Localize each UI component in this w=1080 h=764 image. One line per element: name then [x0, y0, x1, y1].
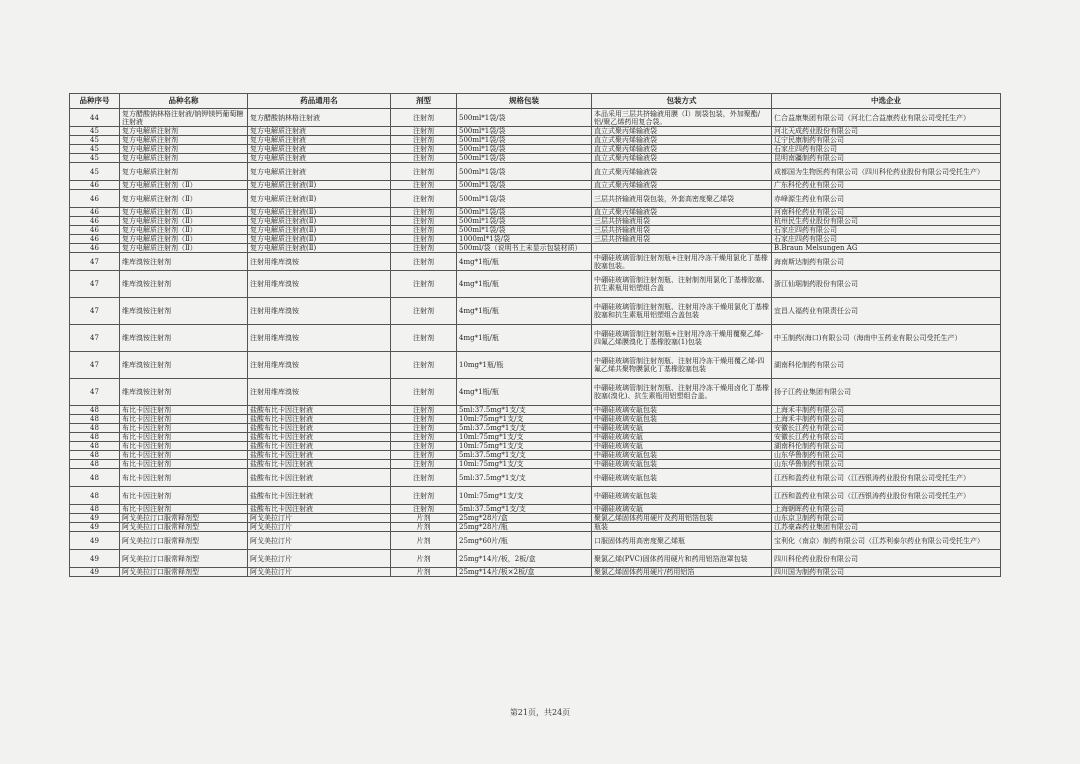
table-body: [70, 109, 1001, 577]
cell-serial: 49: [70, 523, 120, 532]
cell-packaging: 瓶装: [592, 523, 772, 532]
cell-dosage-form: 注射剂: [391, 451, 457, 460]
cell-variety-name: 维库溴铵注射剂: [120, 325, 248, 352]
cell-company: 山东华鲁制药有限公司: [772, 451, 1001, 460]
cell-company: 昆明南疆制药有限公司: [772, 154, 1001, 163]
cell-dosage-form: 片剂: [391, 568, 457, 577]
table-row: [70, 469, 1001, 487]
cell-variety-name: 布比卡因注射剂: [120, 469, 248, 487]
cell-dosage-form: 注射剂: [391, 460, 457, 469]
cell-variety-name: 维库溴铵注射剂: [120, 352, 248, 379]
table-row: [70, 181, 1001, 190]
cell-dosage-form: 注射剂: [391, 325, 457, 352]
cell-variety-name: 维库溴铵注射剂: [120, 379, 248, 406]
cell-spec: 5ml:37.5mg*1支/支: [457, 424, 592, 433]
cell-serial: 47: [70, 352, 120, 379]
cell-serial: 48: [70, 469, 120, 487]
cell-generic-name: 复方电解质注射液(Ⅱ): [248, 235, 391, 244]
table-row: [70, 235, 1001, 244]
cell-company: 仁合益康集团有限公司（河北仁合益康药业有限公司受托生产）: [772, 109, 1001, 127]
cell-company: 上海禾丰制药有限公司: [772, 406, 1001, 415]
cell-variety-name: 复方电解质注射剂（Ⅱ）: [120, 190, 248, 208]
cell-dosage-form: 注射剂: [391, 298, 457, 325]
cell-packaging: 三层共挤输液用袋包装，外套高密度聚乙烯袋: [592, 190, 772, 208]
table-row: [70, 145, 1001, 154]
table-row: [70, 424, 1001, 433]
cell-company: 宝利化（南京）制药有限公司（江苏利泰尔药业有限公司受托生产）: [772, 532, 1001, 550]
cell-variety-name: 布比卡因注射剂: [120, 505, 248, 514]
cell-variety-name: 阿戈美拉汀口服常释剂型: [120, 514, 248, 523]
cell-generic-name: 阿戈美拉汀片: [248, 514, 391, 523]
cell-generic-name: 复方电解质注射液(Ⅱ): [248, 244, 391, 253]
cell-company: 山东京卫制药有限公司: [772, 514, 1001, 523]
cell-serial: 48: [70, 433, 120, 442]
cell-packaging: 聚氯乙烯(PVC)固体药用硬片和药用铝箔泡罩包装: [592, 550, 772, 568]
cell-serial: 45: [70, 154, 120, 163]
cell-variety-name: 维库溴铵注射剂: [120, 253, 248, 271]
cell-generic-name: 复方电解质注射液(Ⅱ): [248, 226, 391, 235]
cell-generic-name: 复方电解质注射液(Ⅱ): [248, 190, 391, 208]
cell-generic-name: 盐酸布比卡因注射液: [248, 451, 391, 460]
table-row: [70, 487, 1001, 505]
cell-packaging: 直立式聚丙烯输液袋: [592, 163, 772, 181]
cell-dosage-form: 片剂: [391, 550, 457, 568]
cell-variety-name: 阿戈美拉汀口服常释剂型: [120, 523, 248, 532]
cell-variety-name: 复方电解质注射剂: [120, 145, 248, 154]
table-row: [70, 379, 1001, 406]
cell-generic-name: 盐酸布比卡因注射液: [248, 415, 391, 424]
cell-company: 广东科伦药业有限公司: [772, 181, 1001, 190]
cell-packaging: 直立式聚丙烯输液袋: [592, 208, 772, 217]
cell-serial: 48: [70, 505, 120, 514]
cell-dosage-form: 片剂: [391, 523, 457, 532]
table-row: [70, 136, 1001, 145]
table-row: [70, 550, 1001, 568]
cell-generic-name: 注射用维库溴铵: [248, 325, 391, 352]
cell-generic-name: 复方电解质注射液(Ⅱ): [248, 181, 391, 190]
cell-generic-name: 注射用维库溴铵: [248, 379, 391, 406]
cell-spec: 500ml/袋（说明书上未显示包装材质）: [457, 244, 592, 253]
cell-variety-name: 复方电解质注射剂: [120, 127, 248, 136]
cell-serial: 46: [70, 235, 120, 244]
cell-serial: 48: [70, 460, 120, 469]
cell-company: 中玉制药(海口)有限公司（海南中玉药业有限公司受托生产）: [772, 325, 1001, 352]
cell-variety-name: 阿戈美拉汀口服常释剂型: [120, 550, 248, 568]
cell-dosage-form: 注射剂: [391, 181, 457, 190]
cell-generic-name: 复方电解质注射液(Ⅱ): [248, 208, 391, 217]
cell-dosage-form: 注射剂: [391, 244, 457, 253]
header-serial: 品种序号: [70, 94, 120, 109]
cell-generic-name: 盐酸布比卡因注射液: [248, 433, 391, 442]
cell-company: 安徽长江药业有限公司: [772, 433, 1001, 442]
cell-variety-name: 布比卡因注射剂: [120, 451, 248, 460]
table-row: [70, 226, 1001, 235]
cell-dosage-form: 注射剂: [391, 253, 457, 271]
table-row: [70, 253, 1001, 271]
cell-spec: 500ml*1袋/袋: [457, 226, 592, 235]
cell-dosage-form: 注射剂: [391, 226, 457, 235]
cell-generic-name: 复方醋酸钠林格注射液: [248, 109, 391, 127]
cell-serial: 45: [70, 145, 120, 154]
cell-packaging: 三层共挤输液用袋: [592, 235, 772, 244]
cell-variety-name: 复方电解质注射剂（Ⅱ）: [120, 235, 248, 244]
cell-variety-name: 布比卡因注射剂: [120, 424, 248, 433]
cell-company: 四川国为制药有限公司: [772, 568, 1001, 577]
header-generic-name: 药品通用名: [248, 94, 391, 109]
cell-spec: 10ml:75mg*1支/支: [457, 415, 592, 424]
table-row: [70, 190, 1001, 208]
drug-table: [69, 93, 1001, 577]
cell-dosage-form: 注射剂: [391, 271, 457, 298]
cell-variety-name: 复方电解质注射剂（Ⅱ）: [120, 208, 248, 217]
table-row: [70, 433, 1001, 442]
table-row: [70, 127, 1001, 136]
cell-variety-name: 布比卡因注射剂: [120, 415, 248, 424]
cell-generic-name: 盐酸布比卡因注射液: [248, 406, 391, 415]
cell-generic-name: 复方电解质注射液: [248, 136, 391, 145]
table-row: [70, 523, 1001, 532]
cell-spec: 500ml*1袋/袋: [457, 208, 592, 217]
cell-serial: 46: [70, 244, 120, 253]
table-row: [70, 109, 1001, 127]
cell-generic-name: 复方电解质注射液: [248, 127, 391, 136]
cell-dosage-form: 注射剂: [391, 415, 457, 424]
cell-spec: 25mg*28片/瓶: [457, 523, 592, 532]
cell-dosage-form: 注射剂: [391, 109, 457, 127]
cell-dosage-form: 注射剂: [391, 352, 457, 379]
cell-spec: 5ml:37.5mg*1支/支: [457, 505, 592, 514]
cell-company: 浙江仙琚制药股份有限公司: [772, 271, 1001, 298]
cell-spec: 25mg*14片/板×2板/盒: [457, 568, 592, 577]
cell-variety-name: 复方电解质注射剂: [120, 163, 248, 181]
table-row: [70, 271, 1001, 298]
cell-variety-name: 布比卡因注射剂: [120, 487, 248, 505]
cell-company: 河南科伦药业有限公司: [772, 208, 1001, 217]
cell-spec: 500ml*1袋/袋: [457, 190, 592, 208]
cell-spec: 10mg*1瓶/瓶: [457, 352, 592, 379]
cell-packaging: 聚氯乙烯固体药用硬片及药用铝箔包装: [592, 514, 772, 523]
cell-serial: 46: [70, 181, 120, 190]
cell-spec: 10ml:75mg*1支/支: [457, 487, 592, 505]
cell-spec: 1000ml*1袋/袋: [457, 235, 592, 244]
cell-generic-name: 注射用维库溴铵: [248, 352, 391, 379]
cell-dosage-form: 注射剂: [391, 154, 457, 163]
cell-variety-name: 阿戈美拉汀口服常释剂型: [120, 532, 248, 550]
cell-company: 江西和盈药业有限公司（江西银涛药业股份有限公司受托生产）: [772, 469, 1001, 487]
cell-serial: 48: [70, 442, 120, 451]
cell-variety-name: 复方醋酸钠林格注射液/钠钾镁钙葡萄糖注射液: [120, 109, 248, 127]
cell-dosage-form: 注射剂: [391, 163, 457, 181]
cell-dosage-form: 注射剂: [391, 145, 457, 154]
cell-dosage-form: 注射剂: [391, 469, 457, 487]
header-dosage-form: 剂型: [391, 94, 457, 109]
cell-dosage-form: 注射剂: [391, 505, 457, 514]
cell-serial: 45: [70, 163, 120, 181]
cell-dosage-form: 片剂: [391, 514, 457, 523]
cell-spec: 500ml*1袋/袋: [457, 109, 592, 127]
cell-company: 湖南科伦制药有限公司: [772, 442, 1001, 451]
cell-dosage-form: 注射剂: [391, 406, 457, 415]
cell-variety-name: 布比卡因注射剂: [120, 460, 248, 469]
cell-packaging: 直立式聚丙烯输液袋: [592, 181, 772, 190]
cell-company: 上海禾丰制药有限公司: [772, 415, 1001, 424]
cell-generic-name: 盐酸布比卡因注射液: [248, 424, 391, 433]
cell-packaging: 中硼硅玻璃管制注射剂瓶、注射用冷冻干燥用覆乙烯-四氟乙烯共聚物膜氯化丁基橡胶塞包装: [592, 352, 772, 379]
table-row: [70, 163, 1001, 181]
cell-packaging: 直立式聚丙烯输液袋: [592, 136, 772, 145]
cell-generic-name: 注射用维库溴铵: [248, 298, 391, 325]
cell-packaging: 三层共挤输液用袋: [592, 217, 772, 226]
cell-serial: 49: [70, 514, 120, 523]
table-row: [70, 514, 1001, 523]
cell-packaging: 中硼硅玻璃管制注射剂瓶、注射用冷冻干燥用氯化丁基橡胶塞和抗生素瓶用铝塑组合盖包装: [592, 298, 772, 325]
cell-serial: 47: [70, 379, 120, 406]
cell-serial: 46: [70, 226, 120, 235]
cell-company: 四川科伦药业股份有限公司: [772, 550, 1001, 568]
cell-serial: 49: [70, 550, 120, 568]
table-row: [70, 532, 1001, 550]
cell-serial: 47: [70, 298, 120, 325]
cell-dosage-form: 注射剂: [391, 424, 457, 433]
cell-generic-name: 阿戈美拉汀片: [248, 532, 391, 550]
cell-packaging: 中硼硅玻璃安瓿包装: [592, 487, 772, 505]
cell-dosage-form: 注射剂: [391, 127, 457, 136]
header-variety-name: 品种名称: [120, 94, 248, 109]
cell-company: B.Braun Melsungen AG: [772, 244, 1001, 253]
cell-spec: 25mg*14片/板，2板/盒: [457, 550, 592, 568]
cell-generic-name: 注射用维库溴铵: [248, 253, 391, 271]
table-row: [70, 415, 1001, 424]
cell-company: 石家庄四药有限公司: [772, 235, 1001, 244]
cell-generic-name: 复方电解质注射液: [248, 154, 391, 163]
cell-spec: 5ml:37.5mg*1支/支: [457, 469, 592, 487]
cell-spec: 500ml*1袋/袋: [457, 181, 592, 190]
cell-serial: 48: [70, 415, 120, 424]
header-company: 中选企业: [772, 94, 1001, 109]
cell-dosage-form: 注射剂: [391, 136, 457, 145]
cell-company: 石家庄四药有限公司: [772, 226, 1001, 235]
cell-dosage-form: 注射剂: [391, 442, 457, 451]
cell-spec: 10ml:75mg*1支/支: [457, 460, 592, 469]
cell-generic-name: 盐酸布比卡因注射液: [248, 442, 391, 451]
cell-serial: 47: [70, 271, 120, 298]
cell-packaging: 中硼硅玻璃安瓿包装: [592, 460, 772, 469]
cell-variety-name: 复方电解质注射剂（Ⅱ）: [120, 217, 248, 226]
cell-serial: 47: [70, 253, 120, 271]
table-row: [70, 217, 1001, 226]
cell-dosage-form: 注射剂: [391, 379, 457, 406]
cell-variety-name: 布比卡因注射剂: [120, 406, 248, 415]
cell-dosage-form: 片剂: [391, 532, 457, 550]
cell-serial: 46: [70, 217, 120, 226]
table-row: [70, 406, 1001, 415]
cell-serial: 46: [70, 208, 120, 217]
table-row: [70, 568, 1001, 577]
cell-company: 扬子江药业集团有限公司: [772, 379, 1001, 406]
cell-packaging: 三层共挤输液用袋: [592, 226, 772, 235]
cell-serial: 46: [70, 190, 120, 208]
cell-packaging: 中硼硅玻璃安瓿包装: [592, 415, 772, 424]
table-row: [70, 451, 1001, 460]
cell-variety-name: 布比卡因注射剂: [120, 433, 248, 442]
cell-company: 石家庄四药有限公司: [772, 145, 1001, 154]
cell-packaging: 本品采用三层共挤输液用膜（I）制袋包装，外加聚酯/铝/聚乙烯药用复合袋。: [592, 109, 772, 127]
cell-variety-name: 复方电解质注射剂（Ⅱ）: [120, 226, 248, 235]
cell-company: 海南斯达制药有限公司: [772, 253, 1001, 271]
cell-spec: 4mg*1瓶/瓶: [457, 271, 592, 298]
cell-generic-name: 注射用维库溴铵: [248, 271, 391, 298]
cell-spec: 500ml*1袋/袋: [457, 163, 592, 181]
cell-dosage-form: 注射剂: [391, 208, 457, 217]
cell-company: 山东华鲁制药有限公司: [772, 460, 1001, 469]
cell-company: 赤峰源生药业有限公司: [772, 190, 1001, 208]
cell-spec: 5ml:37.5mg*1支/支: [457, 406, 592, 415]
cell-serial: 45: [70, 136, 120, 145]
cell-variety-name: 布比卡因注射剂: [120, 442, 248, 451]
cell-spec: 25mg*28片/盒: [457, 514, 592, 523]
cell-variety-name: 复方电解质注射剂（Ⅱ）: [120, 244, 248, 253]
cell-serial: 44: [70, 109, 120, 127]
cell-spec: 10ml:75mg*1支/支: [457, 442, 592, 451]
cell-serial: 48: [70, 487, 120, 505]
cell-packaging: 中硼硅玻璃管制注射剂瓶+注射用冷冻干燥用覆聚乙烯-四氟乙烯膜溴化丁基橡胶塞(1)包装: [592, 325, 772, 352]
cell-spec: 5ml:37.5mg*1支/支: [457, 451, 592, 460]
table-row: [70, 460, 1001, 469]
cell-spec: 500ml*1袋/袋: [457, 154, 592, 163]
cell-generic-name: 阿戈美拉汀片: [248, 550, 391, 568]
cell-generic-name: 阿戈美拉汀片: [248, 568, 391, 577]
table-header-row: [70, 94, 1001, 109]
cell-spec: 10ml:75mg*1支/支: [457, 433, 592, 442]
cell-spec: 500ml*1袋/袋: [457, 136, 592, 145]
cell-serial: 45: [70, 127, 120, 136]
cell-packaging: 中硼硅玻璃安瓿: [592, 442, 772, 451]
table-row: [70, 442, 1001, 451]
cell-generic-name: 盐酸布比卡因注射液: [248, 487, 391, 505]
cell-spec: 25mg*60片/瓶: [457, 532, 592, 550]
cell-generic-name: 复方电解质注射液: [248, 145, 391, 154]
cell-spec: 4mg*1瓶/瓶: [457, 325, 592, 352]
cell-dosage-form: 注射剂: [391, 487, 457, 505]
table-row: [70, 352, 1001, 379]
cell-company: 江西和盈药业有限公司（江西银涛药业股份有限公司受托生产）: [772, 487, 1001, 505]
table-row: [70, 325, 1001, 352]
cell-serial: 48: [70, 406, 120, 415]
cell-packaging: 中硼硅玻璃管制注射剂瓶+注射用冷冻干燥用氯化丁基橡胶塞包装。: [592, 253, 772, 271]
cell-packaging: 直立式聚丙烯输液袋: [592, 145, 772, 154]
cell-spec: 4mg*1瓶/瓶: [457, 298, 592, 325]
cell-company: 安徽长江药业有限公司: [772, 424, 1001, 433]
cell-serial: 47: [70, 325, 120, 352]
cell-company: 辽宁民康制药有限公司: [772, 136, 1001, 145]
table-row: [70, 244, 1001, 253]
header-packaging: 包装方式: [592, 94, 772, 109]
cell-packaging: 中硼硅玻璃安瓿包装: [592, 469, 772, 487]
cell-spec: 500ml*1袋/袋: [457, 127, 592, 136]
cell-spec: 4mg*1瓶/瓶: [457, 379, 592, 406]
cell-variety-name: 维库溴铵注射剂: [120, 271, 248, 298]
cell-packaging: 中硼硅玻璃安瓿: [592, 505, 772, 514]
cell-packaging: 聚氯乙烯固体药用硬片/药用铝箔: [592, 568, 772, 577]
cell-generic-name: 复方电解质注射液(Ⅱ): [248, 217, 391, 226]
cell-generic-name: 盐酸布比卡因注射液: [248, 505, 391, 514]
cell-variety-name: 维库溴铵注射剂: [120, 298, 248, 325]
cell-generic-name: 盐酸布比卡因注射液: [248, 469, 391, 487]
cell-dosage-form: 注射剂: [391, 433, 457, 442]
cell-packaging: 直立式聚丙烯输液袋: [592, 127, 772, 136]
cell-company: 湖南科伦制药有限公司: [772, 352, 1001, 379]
cell-company: 河北天成药业股份有限公司: [772, 127, 1001, 136]
cell-packaging: 中硼硅玻璃安瓿包装: [592, 406, 772, 415]
cell-variety-name: 阿戈美拉汀口服常释剂型: [120, 568, 248, 577]
cell-spec: 500ml*1袋/袋: [457, 217, 592, 226]
cell-variety-name: 复方电解质注射剂: [120, 136, 248, 145]
table-row: [70, 505, 1001, 514]
cell-generic-name: 盐酸布比卡因注射液: [248, 460, 391, 469]
cell-packaging: [592, 244, 772, 253]
cell-dosage-form: 注射剂: [391, 190, 457, 208]
cell-packaging: 中硼硅玻璃安瓿: [592, 433, 772, 442]
table-row: [70, 154, 1001, 163]
cell-dosage-form: 注射剂: [391, 217, 457, 226]
cell-serial: 48: [70, 424, 120, 433]
cell-variety-name: 复方电解质注射剂: [120, 154, 248, 163]
cell-packaging: 直立式聚丙烯输液袋: [592, 154, 772, 163]
table-row: [70, 298, 1001, 325]
cell-packaging: 口服固体药用高密度聚乙烯瓶: [592, 532, 772, 550]
cell-generic-name: 复方电解质注射液: [248, 163, 391, 181]
cell-generic-name: 阿戈美拉汀片: [248, 523, 391, 532]
cell-company: 宜昌人福药业有限责任公司: [772, 298, 1001, 325]
cell-packaging: 中硼硅玻璃管制注射剂瓶、注射用冷冻干燥用卤化丁基橡胶塞(溴化)、抗生素瓶用铝塑组合盖。: [592, 379, 772, 406]
cell-spec: 4mg*1瓶/瓶: [457, 253, 592, 271]
cell-company: 上海朝晖药业有限公司: [772, 505, 1001, 514]
cell-packaging: 中硼硅玻璃管制注射剂瓶、注射制剂用氯化丁基橡胶塞、抗生素瓶用铝塑组合盖: [592, 271, 772, 298]
cell-company: 成都国为生物医药有限公司（四川科伦药业股份有限公司受托生产）: [772, 163, 1001, 181]
cell-packaging: 中硼硅玻璃安瓿包装: [592, 451, 772, 460]
table-row: [70, 208, 1001, 217]
cell-packaging: 中硼硅玻璃安瓿: [592, 424, 772, 433]
cell-dosage-form: 注射剂: [391, 235, 457, 244]
cell-variety-name: 复方电解质注射剂（Ⅱ）: [120, 181, 248, 190]
cell-serial: 48: [70, 451, 120, 460]
cell-company: 江苏豪森药业集团有限公司: [772, 523, 1001, 532]
cell-serial: 49: [70, 568, 120, 577]
cell-company: 杭州民生药业股份有限公司: [772, 217, 1001, 226]
cell-serial: 49: [70, 532, 120, 550]
header-spec: 规格包装: [457, 94, 592, 109]
page-footer: 第21页，共24页: [509, 708, 571, 717]
cell-spec: 500ml*1袋/袋: [457, 145, 592, 154]
